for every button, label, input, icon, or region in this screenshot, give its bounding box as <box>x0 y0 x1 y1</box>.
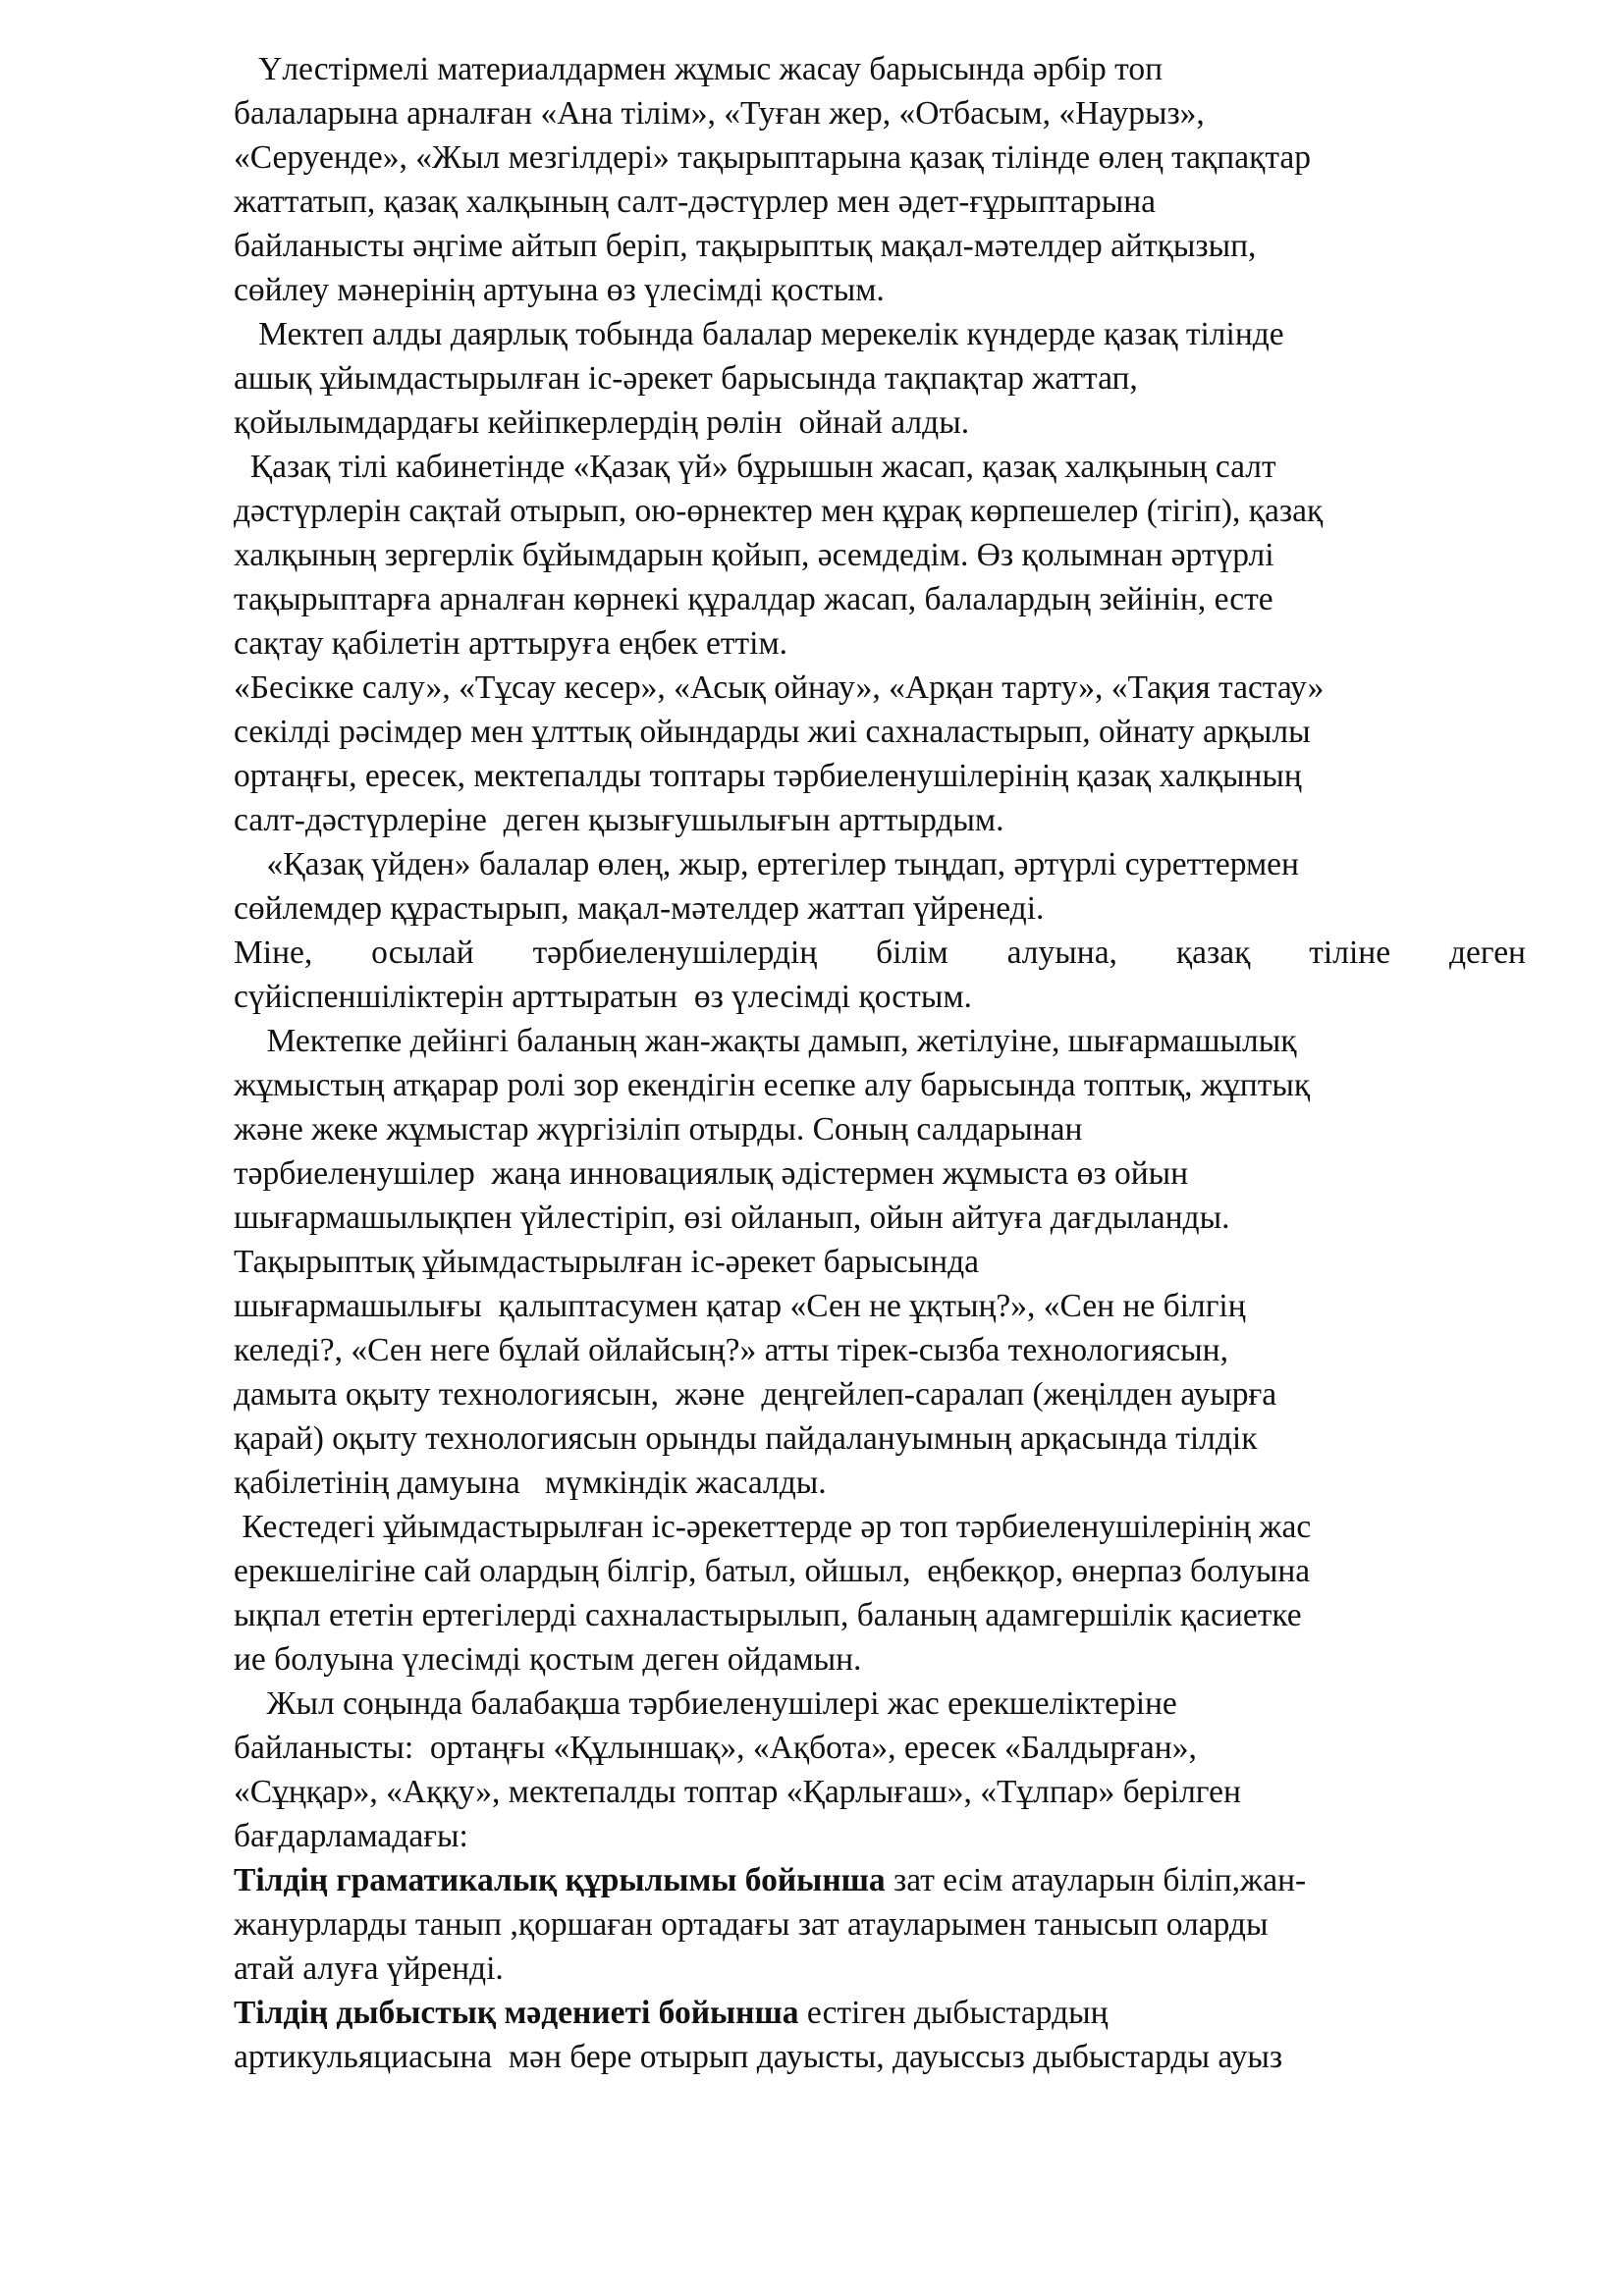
text-line: келеді?, «Сен неге бұлай ойлайсың?» атты тірек-сызба технологиясын, <box>234 1332 1228 1368</box>
text-line: байланысты әңгіме айтып беріп, тақырыптық мақал-мәтелдер айтқызып, <box>234 228 1257 264</box>
text-line: тақырыптарға арналған көрнекі құралдар жасап, балалардың зейінін, есте <box>234 581 1273 617</box>
text-line: сөйлемдер құрастырып, мақал-мәтелдер жаттап үйренеді. <box>234 890 1045 927</box>
text-line: «Қазақ үйден» балалар өлең, жыр, ертегілер тыңдап, әртүрлі суреттермен <box>234 846 1299 882</box>
sound-heading: Тілдің дыбыстық мәдениеті бойынша <box>234 1995 799 2031</box>
text-line: Кестедегі ұйымдастырылған іс-әрекеттерде әр топ тәрбиеленушілерінің жас <box>234 1509 1312 1545</box>
text-line: «Бесікке салу», «Тұсау кесер», «Асық ойнау», «Арқан тарту», «Тақия тастау» <box>234 669 1325 706</box>
text-line: ерекшелігіне сай олардың білгір, батыл, ойшыл, еңбекқор, өнерпаз болуына <box>234 1553 1311 1589</box>
text-line: ортаңғы, ересек, мектепалды топтары тәрбиеленушілерінің қазақ халқының <box>234 758 1302 794</box>
text-line: ықпал ететін ертегілерді сахналастырылып, баланың адамгершілік қасиетке <box>234 1597 1302 1633</box>
text-line: шығармашылықпен үйлестіріп, өзі ойланып, ойын айтуға дағдыланды. <box>234 1200 1230 1236</box>
sound-line-rest: естіген дыбыстардың <box>798 1995 1109 2031</box>
text-line: және жеке жұмыстар жүргізіліп отырды. Соның салдарынан <box>234 1111 1083 1148</box>
text-line: Мектеп алды даярлық тобында балалар мерекелік күндерде қазақ тілінде <box>234 316 1284 352</box>
text-line: сақтау қабілетін арттыруға еңбек еттім. <box>234 625 788 662</box>
grammar-line-rest: зат есім атауларын біліп,жан- <box>885 1862 1307 1898</box>
grammar-heading: Тілдің граматикалық құрылымы бойынша <box>234 1862 886 1898</box>
text-line: атай алуға үйренді. <box>234 1950 504 1987</box>
text-line: Үлестірмелі материалдармен жұмыс жасау барысында әрбір топ <box>234 51 1163 87</box>
text-line: шығармашылығы қалыптасумен қатар «Сен не ұқтың?», «Сен не білгің <box>234 1288 1246 1324</box>
text-line: жанурларды танып ,қоршаған ортадағы зат атауларымен танысып оларды <box>234 1906 1269 1943</box>
text-line: жаттатып, қазақ халқының салт-дәстүрлер мен әдет-ғұрыптарына <box>234 184 1157 220</box>
text-line: «Серуенде», «Жыл мезгілдері» тақырыптарына қазақ тілінде өлең тақпақтар <box>234 139 1312 176</box>
text-line: қабілетінің дамуына мүмкіндік жасалды. <box>234 1465 827 1501</box>
text-line: қойылымдардағы кейіпкерлердің рөлін ойнай алды. <box>234 404 970 441</box>
text-line: бағдарламадағы: <box>234 1818 468 1854</box>
text-line: ашық ұйымдастырылған іс-әрекет барысында тақпақтар жаттап, <box>234 360 1138 397</box>
text-line: секілді рәсімдер мен ұлттық ойындарды жиі сахналастырып, ойнату арқылы <box>234 714 1311 750</box>
sound-paragraph-line <box>234 1991 1526 2035</box>
text-line: Мектепке дейінгі баланың жан-жақты дамып, жетілуіне, шығармашылық <box>234 1023 1297 1059</box>
grammar-paragraph-line <box>234 1858 1526 1902</box>
text-line: жұмыстың атқарар ролі зор екендігін есепке алу барысында топтық, жұптық <box>234 1067 1311 1103</box>
text-line: артикульяциасына мән бере отырып дауысты, дауыссыз дыбыстарды ауыз <box>234 2039 1283 2075</box>
text-line: балаларына арналған «Ана тілім», «Туған жер, «Отбасым, «Наурыз», <box>234 95 1205 132</box>
text-line: тәрбиеленушілер жаңа инновациялық әдістермен жұмыста өз ойын <box>234 1155 1189 1192</box>
document-body <box>234 47 1526 2079</box>
text-line: сүйіспеншіліктерін арттыратын өз үлесімді қостым. <box>234 979 972 1015</box>
text-line: байланысты: ортаңғы «Құлыншақ», «Ақбота», ересек «Балдырған», <box>234 1730 1197 1766</box>
text-line: халқының зергерлік бұйымдарын қойып, әсемдедім. Өз қолымнан әртүрлі <box>234 537 1274 573</box>
text-line-justified: Міне, осылай тәрбиеленушілердің білім алуына, қазақ тіліне деген <box>234 934 1526 971</box>
text-line: Жыл соңында балабақша тәрбиеленушілері жас ерекшеліктеріне <box>234 1685 1177 1722</box>
text-line: Қазақ тілі кабинетінде «Қазақ үй» бұрышын жасап, қазақ халқының салт <box>234 449 1276 485</box>
text-line: сөйлеу мәнерінің артуына өз үлесімді қостым. <box>234 272 885 308</box>
text-line: Тақырыптық ұйымдастырылған іс-әрекет барысында <box>234 1244 980 1280</box>
text-line: ие болуына үлесімді қостым деген ойдамын. <box>234 1641 862 1678</box>
text-line: дәстүрлерін сақтай отырып, ою-өрнектер мен құрақ көрпешелер (тігіп), қазақ <box>234 493 1324 529</box>
text-line: «Сұңқар», «Аққу», мектепалды топтар «Қарлығаш», «Тұлпар» берілген <box>234 1774 1241 1810</box>
text-line: дамыта оқыту технологиясын, және деңгейлеп-саралап (жеңілден ауырға <box>234 1376 1277 1413</box>
text-line: қарай) оқыту технологиясын орынды пайдалануымның арқасында тілдік <box>234 1420 1258 1457</box>
text-line: салт-дәстүрлеріне деген қызығушылығын арттырдым. <box>234 802 1004 838</box>
